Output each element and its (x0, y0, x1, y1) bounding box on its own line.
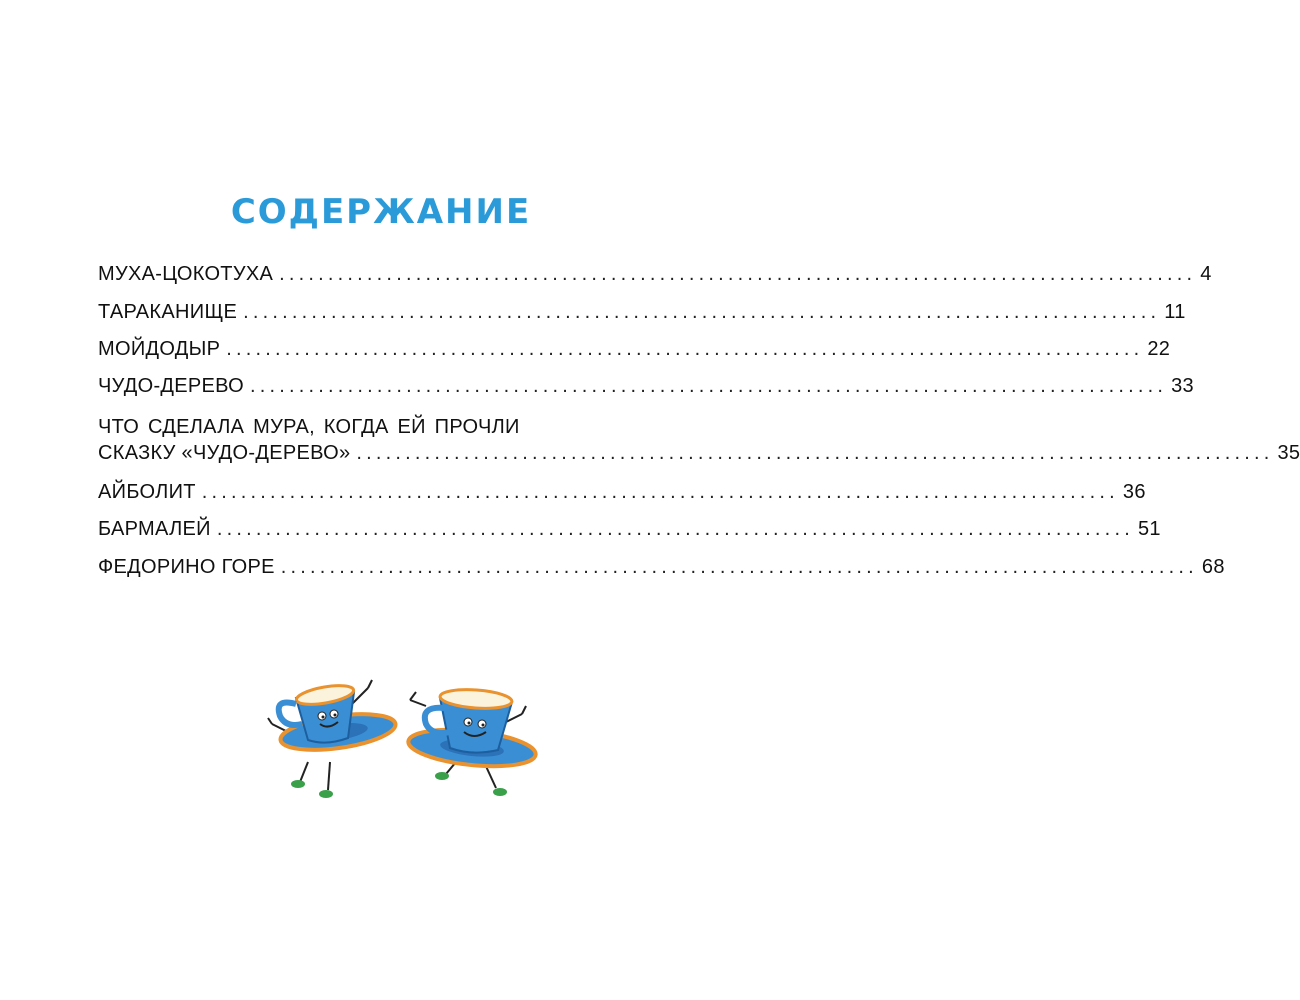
toc-page-number: 68 (1201, 556, 1225, 578)
toc-page-number: 51 (1137, 518, 1161, 540)
left-teacup-icon (268, 680, 398, 798)
toc-entry-title: ФЕДОРИНО ГОРЕ (98, 556, 275, 578)
toc-entry-moidodyr[interactable] (98, 337, 1171, 362)
toc-entry-title: БАРМАЛЕЙ (98, 518, 211, 540)
toc-leader-dots: .............................................................................................. (201, 481, 1119, 503)
right-teacup-icon (407, 688, 538, 796)
toc-page-number: 4 (1200, 263, 1212, 285)
toc-entry-aibolit[interactable] (98, 480, 1146, 505)
toc-entry-tarakanishche[interactable] (98, 300, 1186, 325)
toc-leader-dots: .............................................................................................. (356, 442, 1274, 464)
toc-leader-dots: .............................................................................................. (226, 338, 1144, 360)
toc-leader-dots: .............................................................................................. (280, 556, 1198, 578)
toc-entry-chto-sdelala-mura[interactable] (98, 415, 1300, 466)
toc-page-number: 11 (1164, 301, 1186, 323)
toc-entry-chudo-derevo[interactable] (98, 374, 1194, 399)
toc-entry-title: АЙБОЛИТ (98, 481, 196, 503)
toc-page-number: 36 (1122, 481, 1146, 503)
toc-entry-mukha-tsokotukha[interactable] (98, 262, 1212, 287)
toc-leader-dots: .............................................................................................. (250, 375, 1168, 397)
toc-entry-fedorino-gore[interactable] (98, 555, 1225, 580)
toc-entry-barmalei[interactable] (98, 517, 1161, 542)
toc-entry-title: МОЙДОДЫР (98, 338, 221, 360)
toc-page-number: 22 (1147, 338, 1171, 360)
toc-entry-title: ЧУДО-ДЕРЕВО (98, 375, 244, 397)
toc-page-number: 35 (1277, 442, 1300, 464)
toc-entry-title-line1: ЧТО СДЕЛАЛА МУРА, КОГДА ЕЙ ПРОЧЛИ (98, 416, 520, 438)
toc-page-number: 33 (1171, 375, 1194, 397)
toc-leader-dots: .............................................................................................. (279, 263, 1197, 285)
toc-leader-dots: .............................................................................................. (216, 518, 1134, 540)
toc-leader-dots: .............................................................................................. (243, 301, 1161, 323)
toc-entry-title-line2: СКАЗКУ «ЧУДО-ДЕРЕВО» (98, 442, 351, 464)
dancing-teacups-icon (250, 662, 540, 822)
toc-entry-title: МУХА-ЦОКОТУХА (98, 263, 274, 285)
page-title: СОДЕРЖАНИЕ (230, 192, 532, 232)
toc-entry-title: ТАРАКАНИЩЕ (98, 301, 238, 323)
